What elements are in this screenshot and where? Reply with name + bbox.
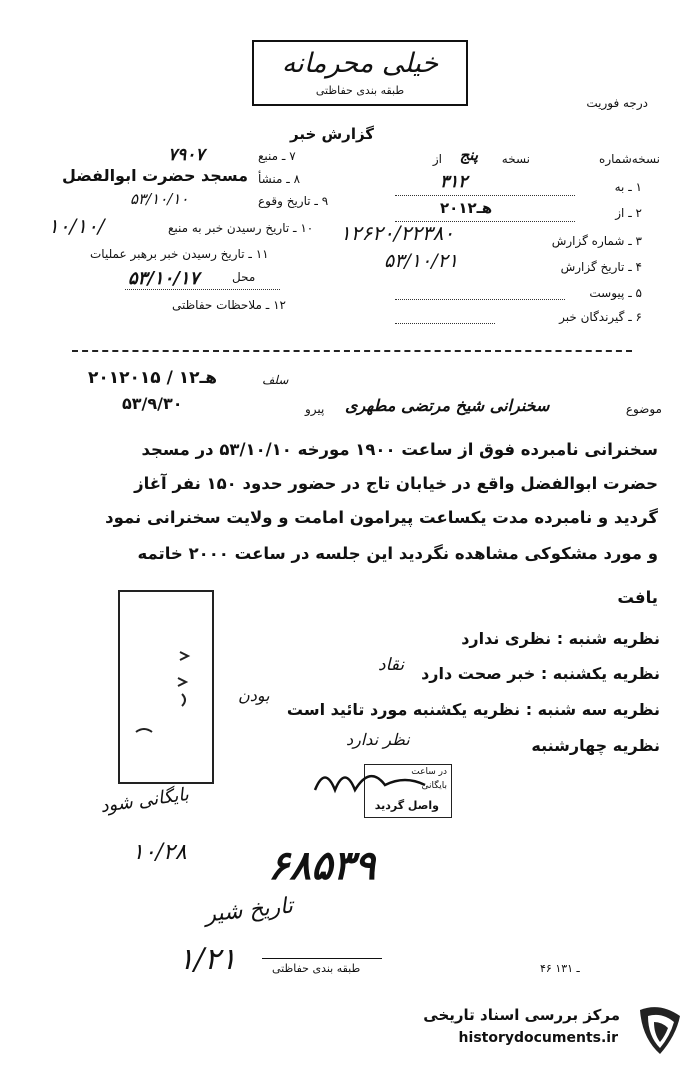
dotted-line [395, 298, 565, 300]
copy-suffix-label: نسخه [501, 152, 530, 166]
slip-marks-icon [120, 592, 212, 782]
dotted-line [395, 322, 495, 324]
classification-stamp [252, 40, 468, 106]
receipt-archive-label: بایگانی [421, 781, 447, 791]
opinion-wednesday-handwriting: نظر ندارد [346, 730, 410, 749]
handwritten-date-bottom: ۱/۲۱ [178, 942, 237, 977]
archive-logo-icon [630, 1000, 690, 1060]
classification-text: خیلی محرمانه [281, 48, 439, 79]
attached-slip [118, 590, 214, 784]
separator [72, 350, 632, 352]
scribble-signature-icon [310, 760, 450, 800]
subject-value: سخنرانی شیخ مرتضی مطهری [345, 396, 550, 415]
opinion-tuesday-handwriting: بودن [238, 686, 270, 705]
field-value-received-source: ۱۰/۱۰/ [48, 214, 105, 238]
field-label-from: ۲ ـ از [615, 206, 642, 220]
receipt-time-label: در ساعت [411, 767, 447, 777]
field-value-report-number: ۱۲۶۲۰/۲۲۳۸۰ [340, 221, 455, 245]
body-line: گردید و نامبرده مدت یکساعت پیرامون امامت و ولایت سخنرانی نمود [105, 508, 658, 527]
field-label-occurrence: ۹ ـ تاریخ وقوع [258, 194, 329, 208]
subject-label: موضوع [625, 402, 662, 416]
footer-rule [262, 958, 382, 959]
field-label-location: محل [232, 270, 256, 284]
copy-number-label: نسخه‌شماره [599, 152, 660, 166]
dotted-line [395, 194, 575, 196]
body-line: یافت [617, 588, 658, 607]
field-value-report-date: ۵۳/۱۰/۲۱ [384, 250, 459, 272]
field-value-source: ۷۹۰۷ [168, 145, 205, 165]
receipt-arrived-label: واصل گردید [374, 799, 439, 812]
field-label-received-source: ۱۰ ـ تاریخ رسیدن خبر به منبع [168, 221, 314, 235]
footer-classification: طبقه بندی حفاظتی [272, 962, 361, 975]
follow-up-ref1: ۲۰هـ۱۲ / ۱۲۰۱۵ [88, 368, 218, 388]
field-value-origin: مسجد حضرت ابوالفضل [62, 166, 249, 185]
field-label-recipients: ۶ ـ گیرندگان خبر [559, 310, 642, 324]
body-line: و مورد مشکوکی مشاهده نگردید این جلسه در ساعت ۲۰۰۰ خاتمه [137, 544, 658, 563]
opinion-sunday: نظریه یکشنبه : خبر صحت دارد [421, 664, 660, 683]
follow-up-ref2: ۵۳/۹/۳۰ [122, 394, 183, 413]
field-value-location: ۵۳/۱۰/۱۷ [128, 268, 200, 289]
field-label-report-number: ۳ ـ شماره گزارش [551, 234, 642, 248]
logo-url: historydocuments.ir [458, 1030, 618, 1046]
priority-label: درجه فوریت [586, 96, 648, 110]
copy-count-value: پنج [459, 146, 478, 164]
report-title: گزارش خبر [290, 125, 375, 143]
handwritten-note-archive: بایگانی شود [98, 783, 191, 818]
body-line: حضرت ابوالفضل واقع در خیابان تاج در حضور حدود ۱۵۰ نفر آغاز [134, 474, 658, 493]
logo-title: مرکز بررسی اسناد تاریخی [423, 1006, 620, 1024]
field-label-received-ops: ۱۱ ـ تاریخ رسیدن خبر برهبر عملیات [90, 247, 269, 261]
opinion-saturday: نظریه شنبه : نظری ندارد [461, 629, 660, 648]
copy-from-label: از [432, 152, 442, 166]
handwritten-number: ۶۸۵۳۹ [268, 842, 376, 889]
field-label-report-date: ۴ ـ تاریخ گزارش [560, 260, 642, 274]
field-label-attachment: ۵ ـ پیوست [589, 286, 642, 300]
field-label-to: ۱ ـ به [614, 180, 642, 194]
field-value-occurrence: ۵۳/۱۰/۱۰ [130, 190, 189, 208]
dotted-line [125, 288, 280, 290]
field-value-to: ۳۱۲ [440, 172, 468, 192]
handwritten-signature: تاریخ شیر [203, 893, 295, 928]
classification-sub: طبقه بندی حفاظتی [315, 84, 405, 97]
field-label-security-notes: ۱۲ ـ ملاحظات حفاظتی [172, 298, 286, 312]
field-label-origin: ۸ ـ منشأ [258, 172, 301, 186]
body-line: سخنرانی نامبرده فوق از ساعت ۱۹۰۰ مورخه ۵۳/۱۰/۱۰ در مسجد [141, 440, 658, 459]
subject-note: سلف [262, 373, 289, 387]
field-value-from: ۲۰هـ۱۲ [440, 199, 493, 217]
field-label-source: ۷ ـ منبع [258, 149, 296, 163]
opinion-wednesday: نظریه چهارشنبه [531, 736, 660, 755]
follow-up-label: پیرو [305, 402, 325, 416]
opinion-sunday-handwriting: نقاد [378, 655, 405, 675]
form-code: ۴۶ ـ ۱۳۱ [540, 962, 580, 975]
handwritten-date-left: ۱۰/۲۸ [132, 840, 187, 865]
opinion-tuesday: نظریه سه شنبه : نظریه یکشنبه مورد تائید است [286, 700, 660, 719]
